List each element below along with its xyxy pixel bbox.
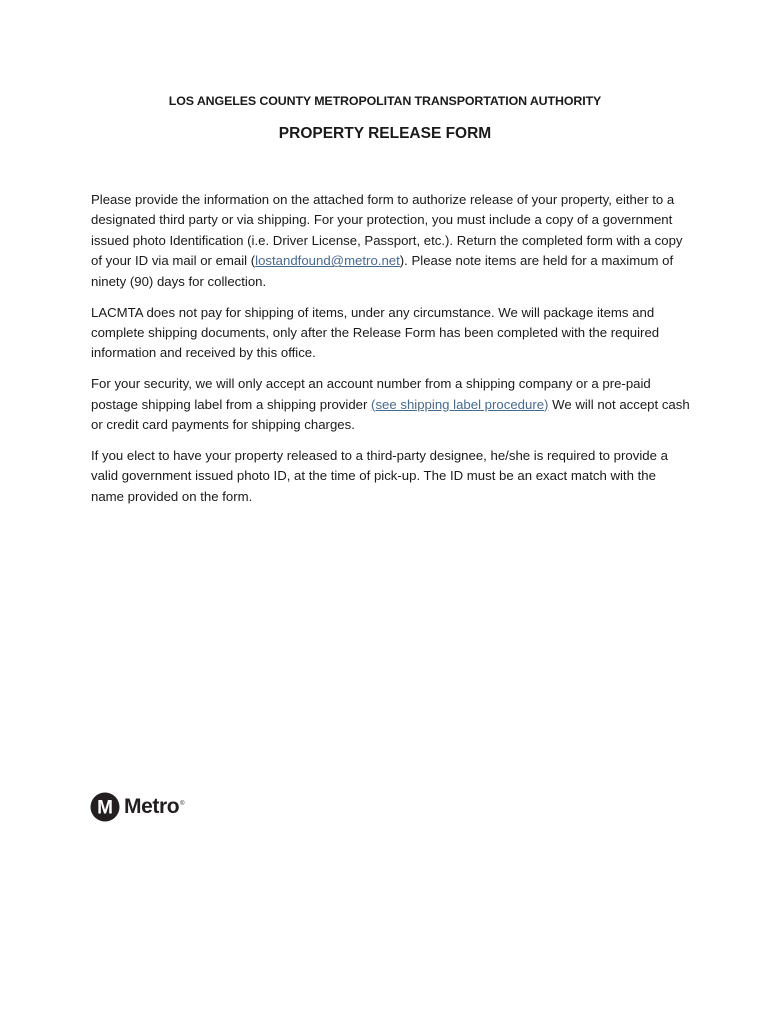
- paragraph-third-party: If you elect to have your property released to a third-party designee, he/she is required to provide a valid government issued photo ID, at the time of pick-up. The ID must be an exact match with the name provided on the form.: [91, 447, 668, 504]
- instructions-body: [91, 190, 691, 518]
- metro-logo-mark-letter: M: [97, 797, 113, 819]
- paragraph-authorization-text: Please provide the information on the attached form to authorize release of your property, either to a designated third party or via shipping. For your protection, you must include a copy of a government issued photo Identification (i.e. Driver License, Passport, etc.). Return the completed form with a copy of your ID via mail or email (: [91, 192, 683, 269]
- metro-logo: [90, 791, 185, 823]
- metro-logo-word: Metro: [124, 795, 180, 818]
- shipping-label-procedure-link[interactable]: (see shipping label procedure): [371, 396, 549, 412]
- registered-mark: ®: [180, 801, 185, 807]
- paragraph-authorization: [91, 190, 691, 292]
- page-title: PROPERTY RELEASE FORM: [278, 125, 492, 142]
- paragraph-security: [91, 374, 691, 435]
- metro-logo-mark-icon: [90, 792, 120, 822]
- paragraph-shipping-policy: LACMTA does not pay for shipping of items, under any circumstance. We will package items and complete shipping documents, only after the Release Form has been completed with the required information and received by this office.: [91, 304, 660, 361]
- paragraph-authorization-tail: ). Please note items are held for a maximum of ninety (90) days for collection.: [91, 253, 674, 289]
- email-link[interactable]: lostandfound@metro.net: [255, 253, 400, 269]
- organization-heading: LOS ANGELES COUNTY METROPOLITAN TRANSPORTATION AUTHORITY: [168, 94, 602, 108]
- paragraph-security-tail: We will not accept cash or credit card payments for shipping charges.: [91, 396, 690, 433]
- paragraph-security-text: For your security, we will only accept an account number from a shipping company or a pre-paid postage shipping label from a shipping provider: [91, 376, 651, 412]
